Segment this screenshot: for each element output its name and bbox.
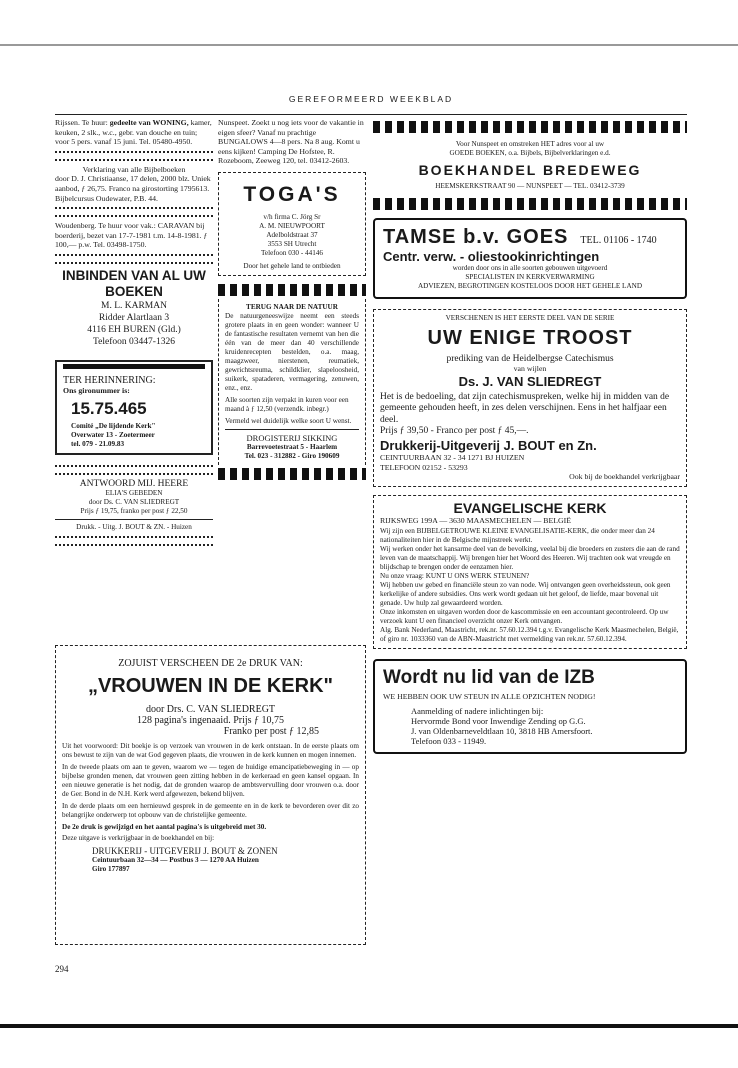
divider (55, 207, 213, 217)
divider (55, 536, 213, 546)
checker-border (218, 284, 366, 296)
newspaper-page (55, 88, 687, 988)
ad-bredeweg: Voor Nunspeet en omstreken HET adres voor al uw GOEDE BOEKEN, o.a. Bijbels, Bijbelverklaringen e.d. BOEKHANDEL BREDEWEG HEEMSKERKSTRAAT 90 — NUNSPEET — TEL. 03412-3739 (418, 140, 642, 190)
ad-izb: Wordt nu lid van de IZB WE HEBBEN OOK UW STEUN IN ALLE OPZICHTEN NODIG! Aanmelding of nadere inlichtingen bij: Hervormde Bond voor Inwendige Zending op G.G. J. van Oldenbarneveldtlaan 10, 3818 HB Amersfoort. Telefoon 033 - 11949. (373, 659, 687, 754)
column-left (55, 118, 213, 550)
ad-evangelische-kerk: EVANGELISCHE KERK RIJKSWEG 199A — 3630 MAASMECHELEN — BELGIË Wij zijn een BIJBELGETROUWE KLEINE EVANGELISATIE-KERK, die onder meer dan 24 nationaliteiten hier in de Belgische mijnstreek werkt. Wij werken onder het kansarme deel van de bevolking, veelal bij die broeders en zusters die aan de rand leven van de maatschappij. Wij brengen hier het Woord des Heeren. Wij trachten ook wat vreugde en blijdschap te brengen onder de eenzamen hier. Nu onze vraag: KUNT U ONS WERK STEUNEN? Wij hebben uw gebed en financiële steun zo van node. Wij ontvangen geen overheidssteun, ook geen kerkelijke of andere subsidies. Ons werk wordt gedaan uit het geloof, de liefde, maar bovenal uit genade. Uw hulp zal gewaardeerd worden. Onze inkomsten en uitgaven worden door de kascommissie en een accountant gecontroleerd. Op uw verzoek kunt U een financieel overzicht onzer Kerk ontvangen. Alg. Bank Nederland, Maastricht, rek.nr. 57.60.12.394 t.g.v. Evangelische Kerk Maasmechelen, België, of giro nr. 1033360 van de ABN-Maastricht met vermelding van rek.nr. 57.60.12.394. (373, 495, 687, 650)
giro-number: 15.75.465 (71, 398, 147, 418)
ad-uw-enige-troost: VERSCHENEN IS HET EERSTE DEEL VAN DE SERIE UW ENIGE TROOST prediking van de Heidelbergse Catechismus van wijlen Ds. J. VAN SLIEDREGT Het is de bedoeling, dat zijn catechismuspreken, welke hij in midden van de gemeente gehouden heeft, in zes delen verschijnen. Eens in het halfjaar een deel. Prijs ƒ 39,50 - Franco per post ƒ 45,—. Drukkerij-Uitgeverij J. BOUT en Zn. CEINTUURBAAN 32 - 34 1271 BJ HUIZEN TELEFOON 02152 - 53293 Ook bij de boekhandel verkrijgbaar (373, 309, 687, 487)
ad-nunspeet: Nunspeet. Zoekt u nog iets voor de vakantie in eigen sfeer? Vanaf nu prachtige BUNGALOWS 4—8 pers. Na 8 aug. Komt u eens kijken! Camping De Hofstee, R. Rozeboom, Zeeweg 120, tel. 03412-2603. (218, 118, 364, 166)
ad-vrouwen-in-de-kerk: ZOJUIST VERSCHEEN DE 2e DRUK VAN: „VROUWEN IN DE KERK" door Drs. C. VAN SLIEDREGT 128 pagina's ingenaaid. Prijs ƒ 10,75 Franko per post ƒ 12,85 Uit het voorwoord: Dit boekje is op verzoek van vrouwen in de kerk ontstaan. In de eerste plaats om ons bewust te zijn van de wat God gegeven plaats, die vrouwen in de kerk kunnen en mogen innemen. In de tweede plaats om aan te geven, waarom we — tegen de huidige emancipatiebeweging in — op bijbelse gronden menen, dat vrouwen geen zitting hebben in de kerkeraad en geen kansel opgaan. In een nieuwe generatie is het nodig, dat de gronden waarop de ambtsvervulling door vrouwen o.a. door de Ger. Bond in de N.H. Kerk werd afgewezen, bekend blijven. In de derde plaats om een hernieuwd gesprek in de gemeente en in de kerk te bevorderen over dit zo belangrijke onderwerp tot opbouw van de christelijke gemeente. De 2e druk is gewijzigd en het aantal pagina's is uitgebreid met 30. Deze uitgave is verkrijgbaar in de boekhandel en bij: DRUKKERIJ - UITGEVERIJ J. BOUT & ZONEN Ceintuurbaan 32—34 — Postbus 3 — 1270 AA Huizen Giro 177897 (55, 645, 366, 945)
ad-antwoord: ANTWOORD MIJ. HEERE ELIA'S GEBEDEN door Ds. C. VAN SLIEDREGT Prijs ƒ 19,75, franko per post ƒ 22,50 Drukk. - Uitg. J. BOUT & ZN. - Huizen (55, 479, 213, 532)
scan-edge-top (0, 44, 738, 46)
ad-herinnering: TER HERINNERING: Ons gironummer is: 15.75.465 Comité „De lijdende Kerk" Overwater 13 - Zoetermeer tel. 079 - 21.09.83 (55, 360, 213, 455)
ad-rijssen: Rijssen. Te huur: gedeelte van WONING, kamer, keuken, 2 slk., w.c., gebr. van douche en tuin; voor 5 pers. vanaf 15 juni. Tel. 05480-4950. (55, 118, 212, 147)
ad-natuur: TERUG NAAR DE NATUUR De natuurgeneeswijze neemt een steeds grotere plaats in en geen wonder: wanneer U de fantastische resultaten vernemt van hen die één van de meer dan 40 verschillende kruidenrecepten bestelden, o.a. maag, maagzweer, nierstenen, reumatiek, gewrichtsreuma, schildklier, slapeloosheid, suikerk, spataderen, vermagering, zenuwen, enz., enz. Alle soorten zijn verpakt in kuren voor een maand à ƒ 12,50 (verzendk. inbegr.) Vermeld wel duidelijk welke soort U wenst. DROGISTERIJ SIKKING Barrevoetestraat 5 - Haarlem Tel. 023 - 312882 - Giro 190609 (218, 299, 366, 465)
divider (55, 254, 213, 264)
column-right (373, 118, 687, 754)
divider (55, 465, 213, 475)
ad-inbinden: INBINDEN VAN AL UW BOEKEN M. L. KARMAN Ridder Alartlaan 3 4116 EH BUREN (Gld.) Telefoon 03447-1326 (62, 267, 206, 347)
page-number: 294 (55, 964, 69, 974)
ad-tamse: TAMSE b.v. GOES TEL. 01106 - 1740 Centr. verw. - oliestookinrichtingen worden door ons in alle soorten gebouwen uitgevoerd SPECIALISTEN IN KERKVERWARMING ADVIEZEN, BEGROTINGEN KOSTELOOS DOOR HET GEHELE LAND (373, 218, 687, 299)
column-middle (218, 118, 366, 483)
page-header: GEREFORMEERD WEEKBLAD (288, 94, 454, 104)
scan-edge-bottom (0, 1024, 738, 1028)
checker-border (218, 468, 366, 480)
ad-togas: TOGA'S v/h firma C. Jörg Sr A. M. NIEUWPOORT Adelboldstraat 37 3553 SH Utrecht Telefoon 030 - 44146 Door het gehele land te ontbieden (218, 172, 366, 276)
checker-border (373, 198, 687, 210)
checker-border (373, 121, 687, 133)
divider (55, 151, 213, 161)
header-rule (55, 114, 687, 115)
ad-bijbel: Verklaring van alle Bijbelboeken door D. J. Christiaanse, 17 delen, 2000 blz. Uniek aanbod, ƒ 26,75. Franco na girostorting 1795613. Bijbelcursus Oudewater, P.B. 44. (55, 164, 211, 203)
ad-woudenberg: Woudenberg. Te huur voor vak.: CARAVAN bij boerderij, bezet van 17-7-1981 t.m. 14-8-1981. ƒ 100,— p.w. Tel. 03498-1750. (55, 221, 208, 250)
